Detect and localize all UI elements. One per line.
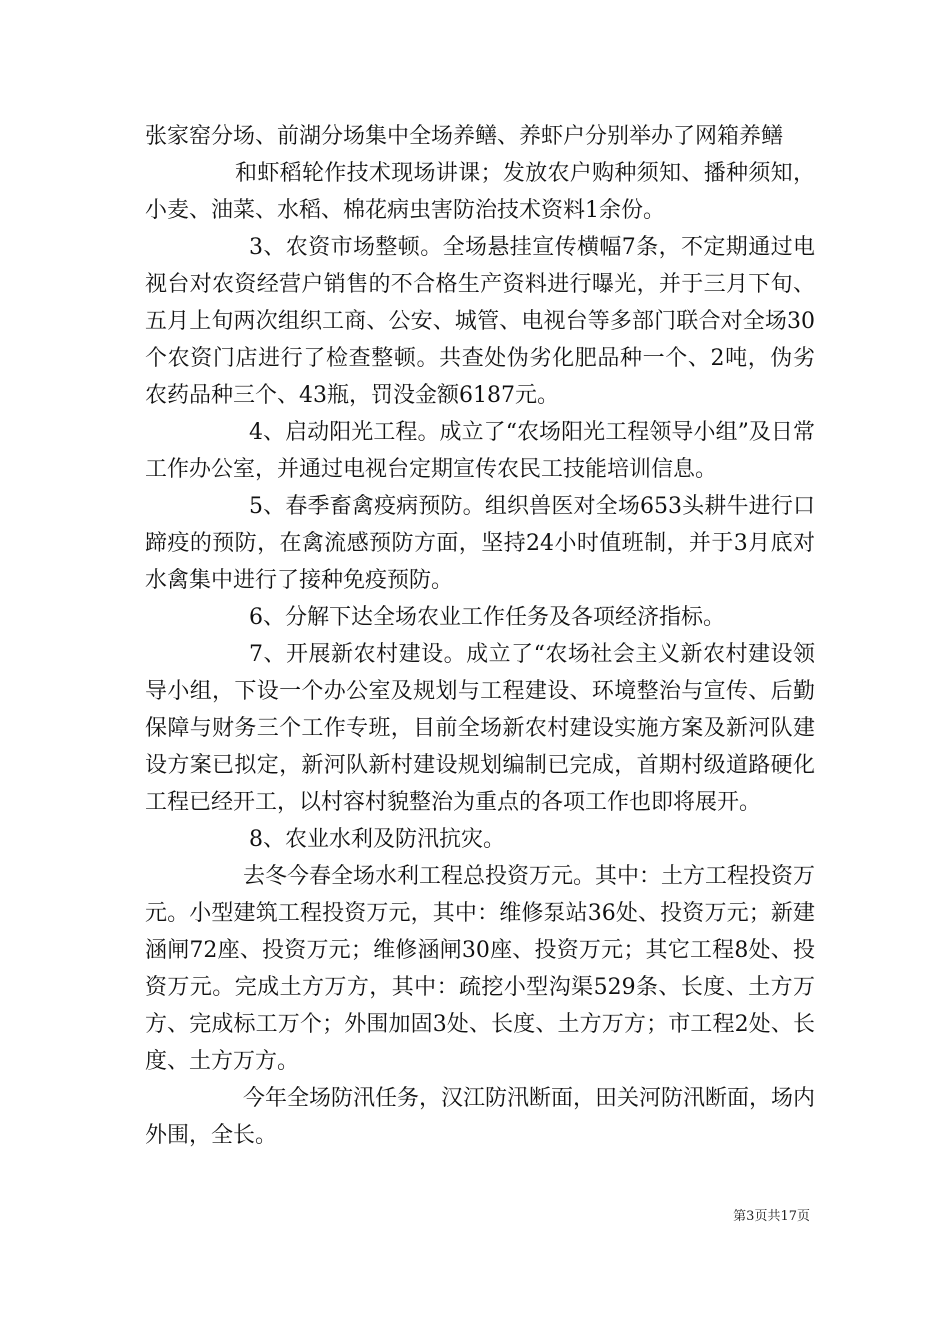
paragraph-6: 6、分解下达全场农业工作任务及各项经济指标。: [249, 605, 725, 630]
paragraph-7: 7、开展新农村建设。成立了“农场社会主义新农村建设领导小组，下设一个办公室及规划与工程建设、环境整治与宣传、后勤保障与财务三个工作专班，目前全场新农村建设实施方案及新河队建设方案已拟定，新河队新村建设规划编制已完成，首期村级道路硬化工程已经开工，以村容村貌整治为重点的各项工作也即将展开。: [145, 642, 815, 815]
paragraph-10: 今年全场防汛任务，汉江防汛断面，田关河防汛断面，场内外围，全长。: [145, 1086, 816, 1148]
paragraph-9: 去冬今春全场水利工程总投资万元。其中：土方工程投资万元。小型建筑工程投资万元，其中：维修泵站36处、投资万元；新建涵闸72座、投资万元；维修涵闸30座、投资万元；其它工程8处、投资万元。完成土方万方，其中：疏挖小型沟渠529条、长度、土方万方、完成标工万个；外围加固3处、长度、土方万方；市工程2处、长度、土方万方。: [145, 864, 816, 1074]
page-number-footer: 第3页共17页: [733, 1209, 810, 1224]
paragraph-2: 和虾稻轮作技术现场讲课；发放农户购种须知、播种须知，小麦、油菜、水稻、棉花病虫害防治技术资料1余份。: [145, 161, 815, 223]
paragraph-8: 8、农业水利及防汛抗灾。: [249, 827, 505, 852]
paragraph-4: 4、启动阳光工程。成立了“农场阳光工程领导小组”及日常工作办公室，并通过电视台定期宣传农民工技能培训信息。: [145, 420, 815, 482]
paragraph-5: 5、春季畜禽疫病预防。组织兽医对全场653头耕牛进行口蹄疫的预防，在禽流感预防方面，坚持24小时值班制，并于3月底对水禽集中进行了接种免疫预防。: [145, 494, 815, 593]
paragraph-3: 3、农资市场整顿。全场悬挂宣传横幅7条，不定期通过电视台对农资经营户销售的不合格生产资料进行曝光，并于三月下旬、五月上旬两次组织工商、公安、城管、电视台等多部门联合对全场30个农资门店进行了检查整顿。共查处伪劣化肥品种一个、2吨，伪劣农药品种三个、43瓶，罚没金额6187元。: [145, 235, 815, 408]
document-body: [145, 118, 815, 1154]
paragraph-1: 张家窑分场、前湖分场集中全场养鳝、养虾户分别举办了网箱养鳝: [145, 124, 784, 149]
